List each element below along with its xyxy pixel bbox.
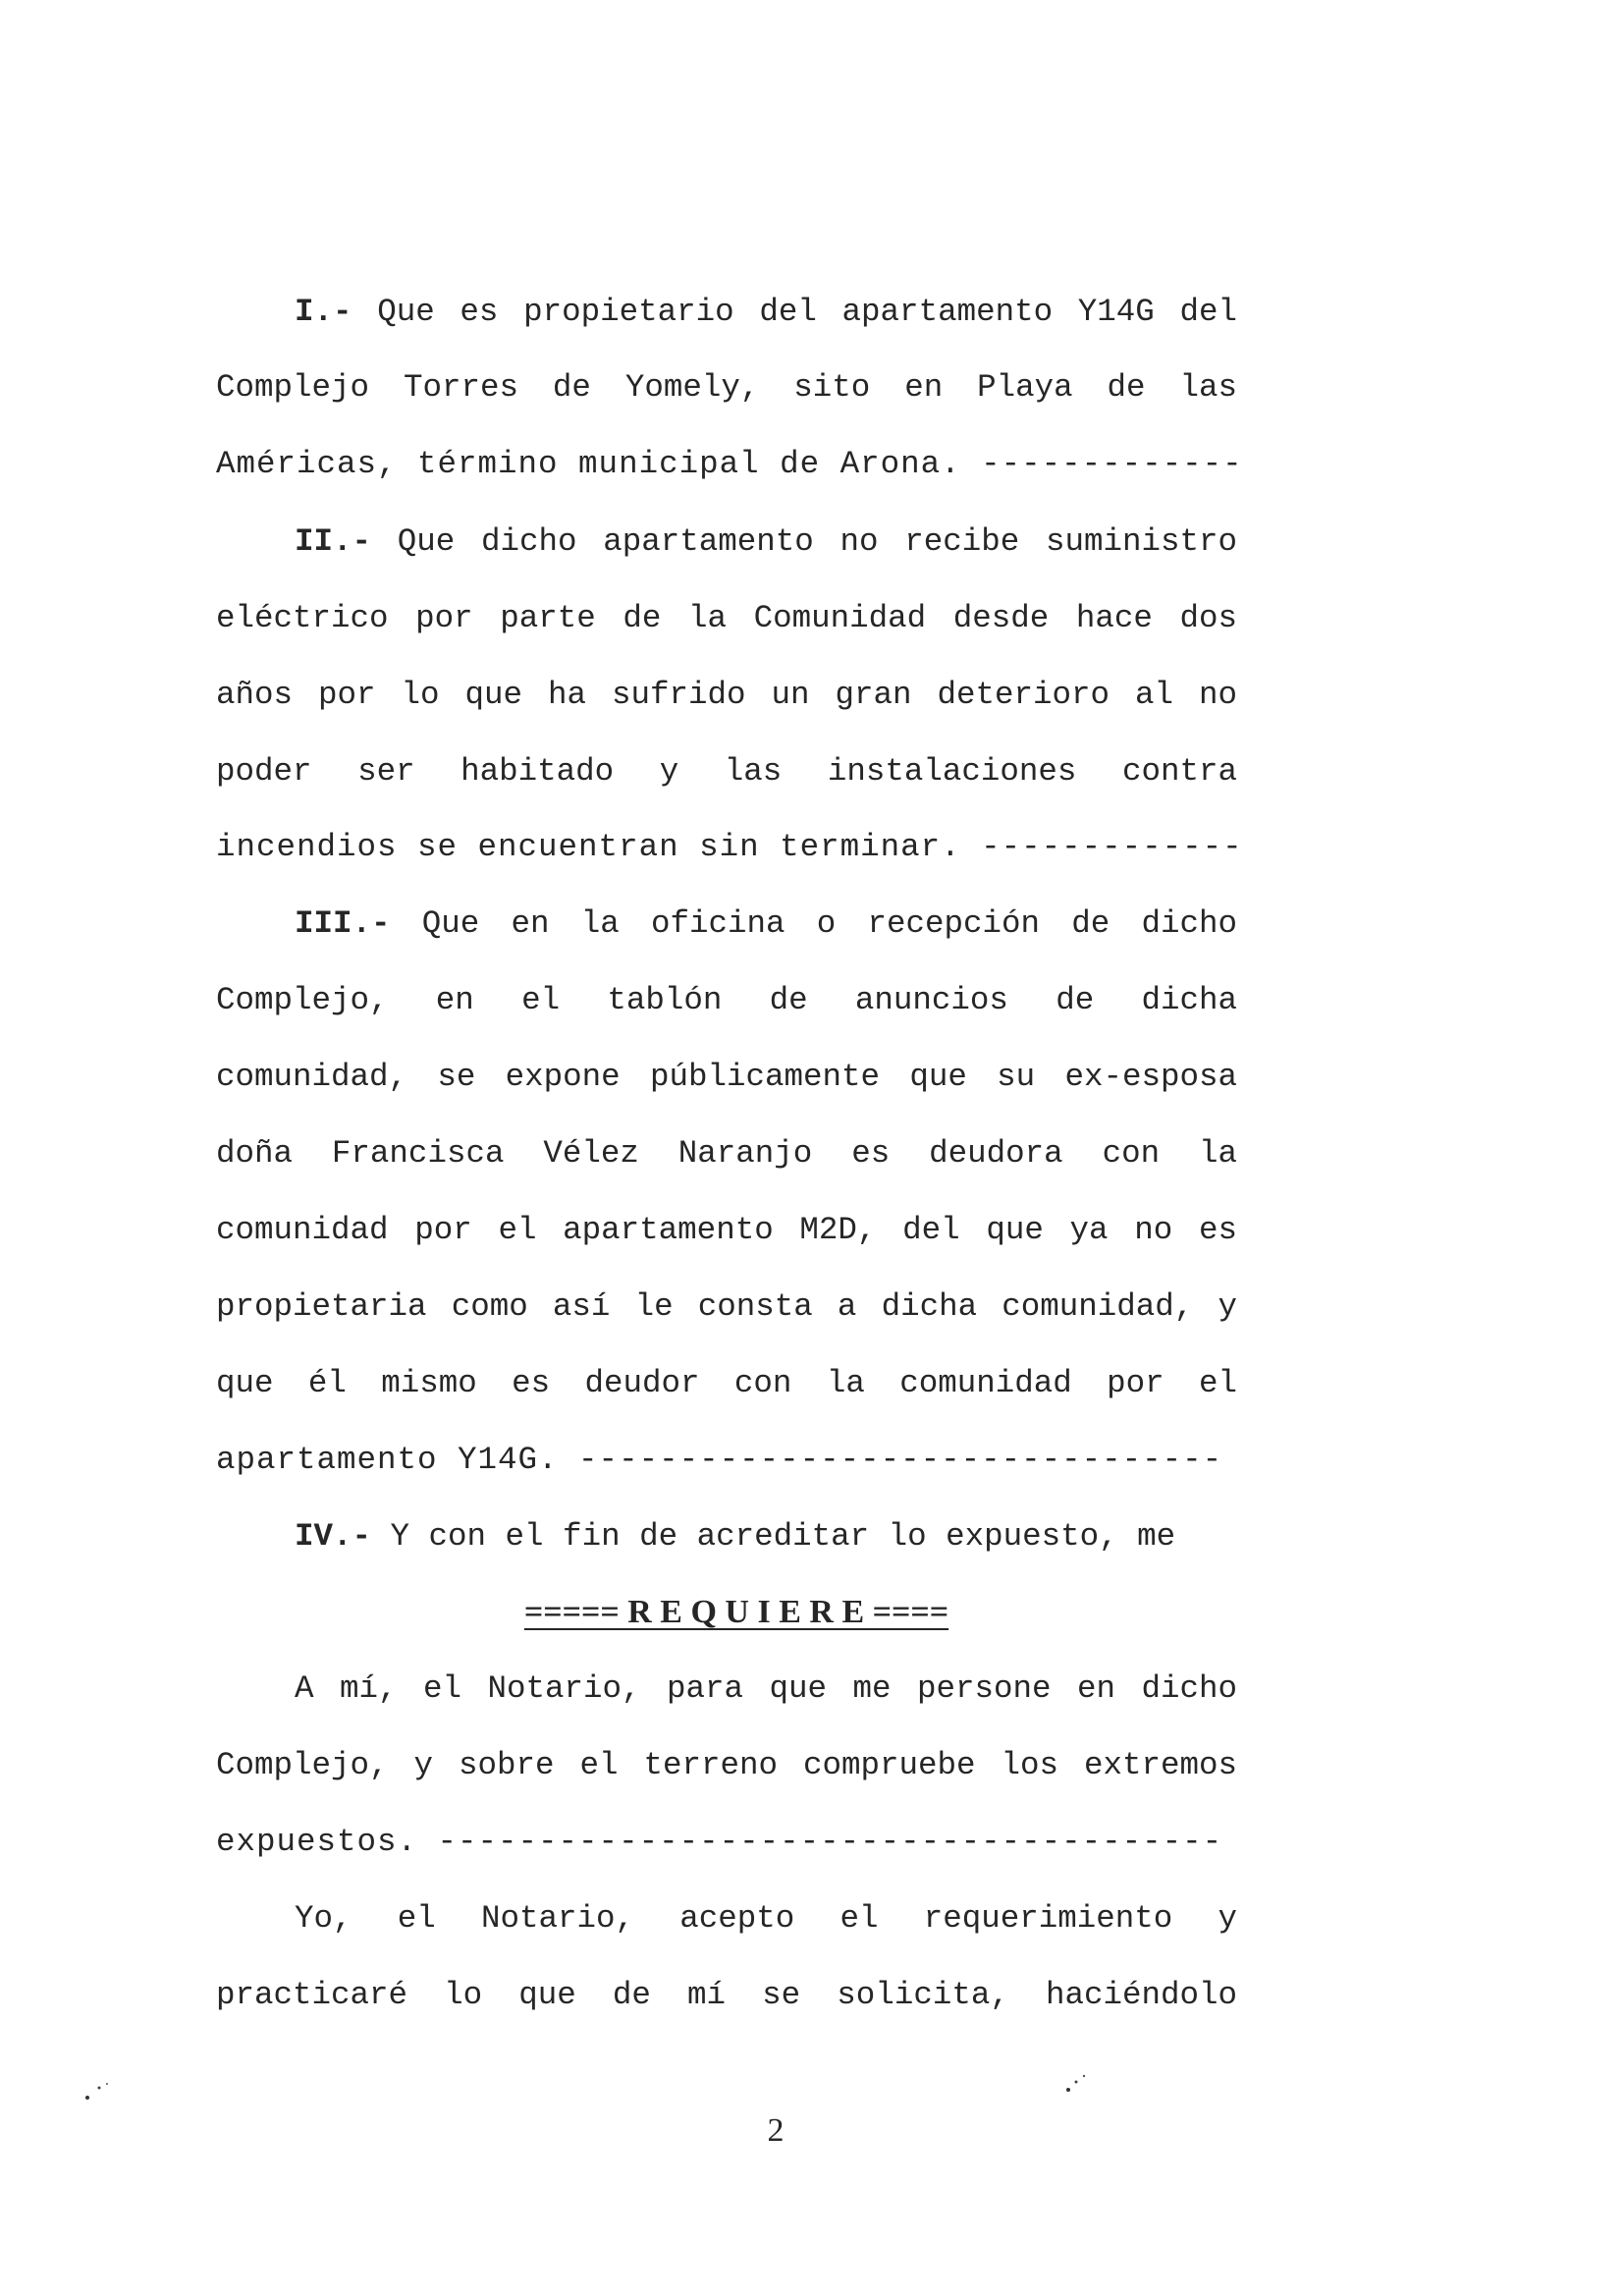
closing-line-5: practicaré lo que de mí se solicita, haciéndolo	[216, 1977, 1237, 2013]
closing-line-1: A mí, el Notario, para que me persone en dicho	[295, 1670, 1237, 1707]
scan-speck-left-icon	[83, 2080, 113, 2104]
paragraph-1-line-1	[295, 293, 1237, 332]
paragraph-3-line-5: comunidad por el apartamento M2D, del que ya no es	[216, 1212, 1237, 1248]
paragraph-3-line-4: doña Francisca Vélez Naranjo es deudora con la	[216, 1135, 1237, 1172]
paragraph-3-line-7: que él mismo es deudor con la comunidad por el	[216, 1365, 1237, 1401]
paragraph-2-line-5: incendios se encuentran sin terminar. -------------	[216, 829, 1243, 865]
paragraph-2-line-1	[295, 522, 1237, 562]
paragraph-4-text: Y con el fin de acreditar lo expuesto, me	[390, 1518, 1176, 1555]
paragraph-3-line-2: Complejo, en el tablón de anuncios de dicha	[216, 982, 1237, 1018]
paragraph-2-text: Que dicho apartamento no recibe suministro	[397, 523, 1237, 560]
paragraph-2-line-2: eléctrico por parte de la Comunidad desde hace dos	[216, 600, 1237, 636]
paragraph-4-number: IV.-	[295, 1518, 372, 1555]
paragraph-1-line-2: Complejo Torres de Yomely, sito en Playa de las	[216, 369, 1237, 406]
paragraph-1-text: Que es propietario del apartamento Y14G del	[377, 294, 1237, 330]
paragraph-2-line-3: años por lo que ha sufrido un gran deterioro al no	[216, 677, 1237, 713]
scan-speck-right-icon	[1062, 2072, 1092, 2096]
paragraph-1-number: I.-	[295, 294, 352, 330]
paragraph-3-line-1	[295, 904, 1237, 944]
closing-line-2: Complejo, y sobre el terreno compruebe los extremos	[216, 1747, 1237, 1783]
page-number: 2	[767, 2112, 785, 2149]
paragraph-3-number: III.-	[295, 905, 391, 942]
paragraph-3-text: Que en la oficina o recepción de dicho	[421, 905, 1237, 942]
paragraph-2-number: II.-	[295, 523, 372, 560]
paragraph-3-line-3: comunidad, se expone públicamente que su ex-esposa	[216, 1059, 1237, 1095]
requiere-heading: ===== R E Q U I E R E ====	[523, 1594, 949, 1630]
closing-line-3: expuestos. ---------------------------------------	[216, 1824, 1223, 1860]
paragraph-3-line-6: propietaria como así le consta a dicha comunidad, y	[216, 1288, 1237, 1325]
paragraph-1-line-3: Américas, término municipal de Arona. -------------	[216, 446, 1243, 482]
paragraph-2-line-4: poder ser habitado y las instalaciones contra	[216, 753, 1237, 790]
paragraph-4-line-1	[295, 1517, 1237, 1557]
paragraph-3-line-8: apartamento Y14G. --------------------------------	[216, 1442, 1223, 1478]
closing-line-4: Yo, el Notario, acepto el requerimiento y	[295, 1900, 1237, 1937]
